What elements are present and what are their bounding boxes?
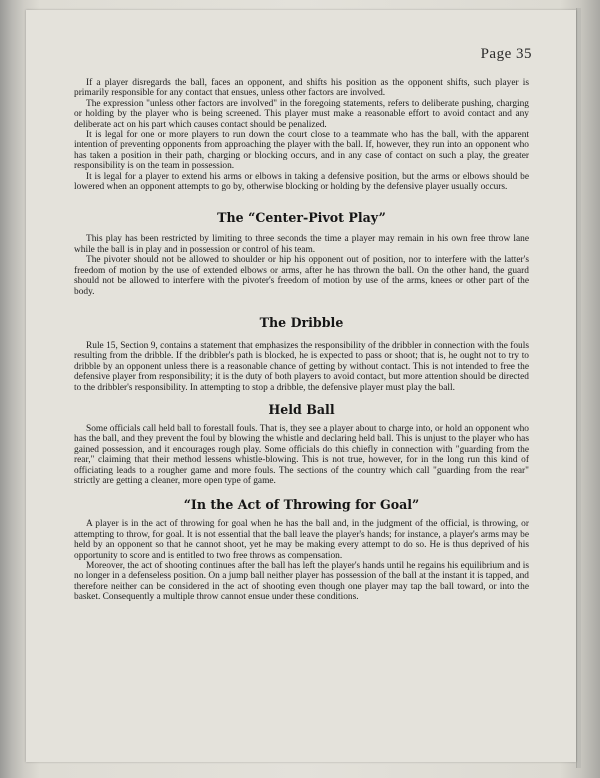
heading-the-dribble: The Dribble: [259, 314, 344, 330]
held-ball-paragraph-1: Some officials call held ball to forestall fouls. That is, they see a player about to charge into, or hold an opponent who has the ball, and they prevent the foul by blowing the whistle and declaring held ball. This is unjust to the player who has gained possession, and it encourages rough play. Some officials do this chiefly in connection with "guarding from the rear," claiming that their method lessens whistle-blowing. This is not true, however, for in the long run this kind of officiating leads to a rougher game and more fouls. The sections of the country which call "guarding from the rear" strictly are getting a cleaner, more open type of game.: [74, 423, 529, 486]
intro-paragraph-4: It is legal for a player to extend his arms or elbows in taking a defensive position, but the arms or elbows should be lowered when an opponent attempts to go by, otherwise blocking or holding by the defensive player usually occurs.: [74, 171, 529, 193]
center-pivot-paragraph-2: The pivoter should not be allowed to shoulder or hip his opponent out of position, nor to interfere with the latter's freedom of motion by the use of extended elbows or arms, after he has thrown the ball. On the other hand, the guard should not be allowed to interfere with the pivoter's freedom of motion by use of the arms, knees or other part of the body.: [74, 255, 529, 297]
heading-center-pivot-play: The “Center-Pivot Play”: [217, 210, 386, 226]
center-pivot-paragraph-1: This play has been restricted by limiting to three seconds the time a player may remain in his own free throw lane while the ball is in play and in possession or control of his team.: [74, 234, 529, 255]
page-number: Page 35: [480, 46, 532, 62]
page-edge-shadow: [576, 8, 581, 768]
act-of-throwing-paragraph-2: Moreover, the act of shooting continues after the ball has left the player's hands until he regains his equilibrium and is no longer in a defenseless position. On a jump ball neither player has possession of the ball at the instant it is tapped, and therefore neither can be considered in the act of shooting even though one player may tap the ball toward, or into the basket. Consequently a multiple throw cannot ensue under these conditions.: [74, 561, 529, 603]
heading-act-of-throwing: “In the Act of Throwing for Goal”: [183, 497, 420, 513]
act-of-throwing-paragraph-1: A player is in the act of throwing for goal when he has the ball and, in the judgment of the official, is throwing, or attempting to throw, for goal. It is not essential that the ball leave the player's hands; for instance, a player's arms may be held by an opponent so that he cannot shoot, yet he may be making every attempt to do so. He is thus deprived of his opportunity to score and is entitled to two free throws as compensation.: [74, 519, 529, 561]
heading-held-ball: Held Ball: [268, 401, 335, 417]
document-page: [26, 10, 576, 762]
intro-paragraph-2: The expression "unless other factors are involved" in the foregoing statements, refers to deliberate pushing, charging or holding by the player who is being screened. This player must make a reasonable effort to avoid contact and any deliberate act on his part which causes contact should be penalized.: [74, 98, 529, 130]
dribble-paragraph-1: Rule 15, Section 9, contains a statement that emphasizes the responsibility of the dribbler in connection with the fouls resulting from the dribble. If the dribbler's path is blocked, he is expected to pass or shoot; that is, he ought not to try to dribble by an opponent unless there is a reasonable chance of getting by without contact. This is not intended to free the defensive player from responsibility; it is the duty of both players to avoid contact, but more attention should be directed to the dribbler's responsibility. In attempting to stop a dribble, the defensive player must play the ball.: [74, 340, 529, 393]
intro-paragraph-1: If a player disregards the ball, faces an opponent, and shifts his position as the opponent shifts, such player is primarily responsible for any contact that ensues, unless other factors are involved.: [74, 78, 529, 99]
document-body: [74, 78, 529, 603]
intro-paragraph-3: It is legal for one or more players to run down the court close to a teammate who has the ball, with the apparent intention of preventing opponents from approaching the player with the ball. If, however, they run into an opponent who has taken a position in their path, charging or blocking occurs, and in any case of contact on such a play, the greater responsibility is on the team in possession.: [74, 130, 529, 172]
